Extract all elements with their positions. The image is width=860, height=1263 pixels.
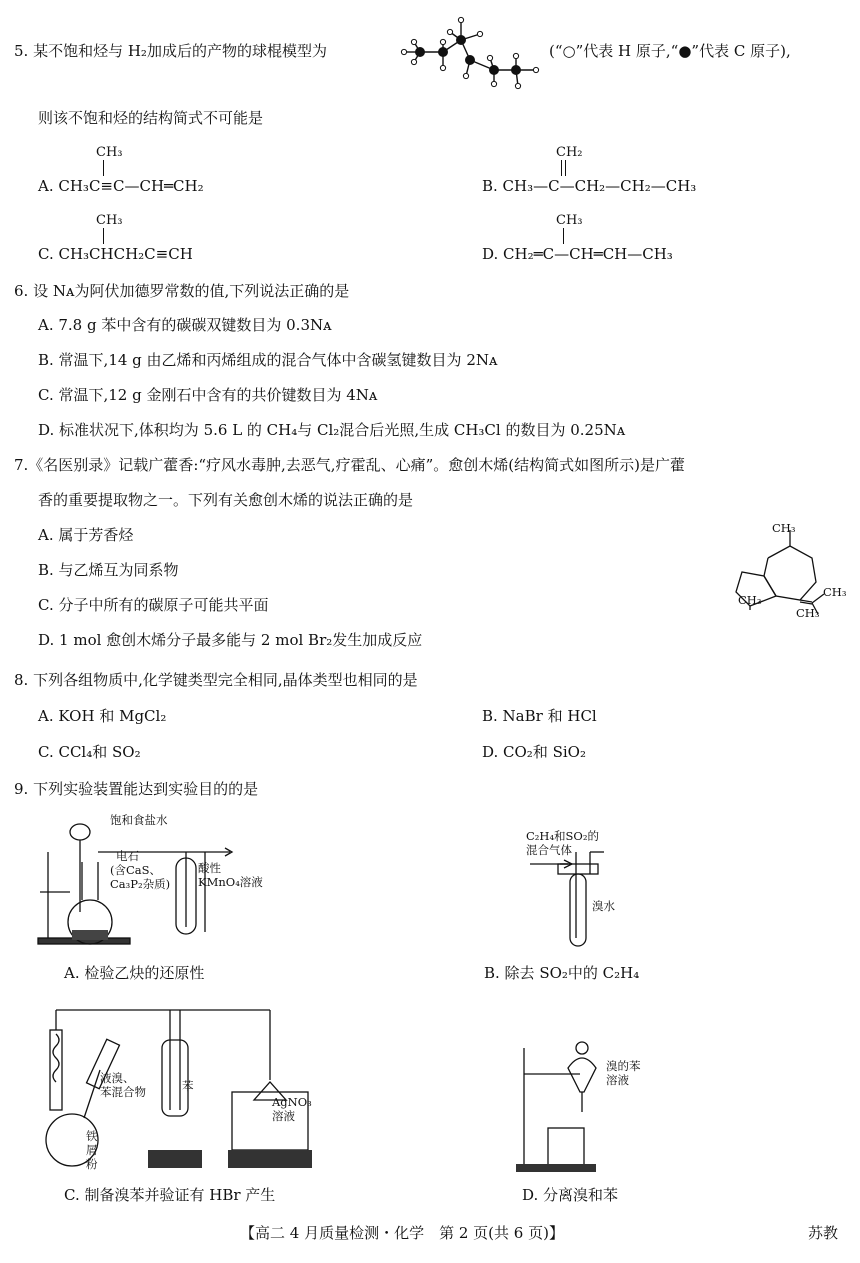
q9b-caption: B. 除去 SO₂中的 C₂H₄ [484, 964, 640, 982]
q6-stem: 6. 设 Nᴀ为阿伏加德罗常数的值,下列说法正确的是 [14, 282, 350, 300]
q9b-label-gas1: C₂H₄和SO₂的 [526, 829, 599, 843]
q9d-caption: D. 分离溴和苯 [522, 1186, 619, 1204]
q6-option-b: B. 常温下,14 g 由乙烯和丙烯组成的混合气体中含碳氢键数目为 2Nᴀ [38, 351, 498, 369]
ball-stick-model [398, 12, 548, 92]
q6-option-c: C. 常温下,12 g 金刚石中含有的共价键数目为 4Nᴀ [38, 386, 378, 404]
q9c-caption: C. 制备溴苯并验证有 HBr 产生 [64, 1186, 276, 1204]
q9a-label-brine: 饱和食盐水 [110, 813, 168, 827]
q5-c-sub: CH₃ [96, 213, 123, 228]
q7-struct-ch3-top: CH₃ [772, 521, 796, 535]
q7-stem-2: 香的重要提取物之一。下列有关愈创木烯的说法正确的是 [38, 491, 414, 509]
q9c-label-solution: 溶液 [272, 1109, 295, 1123]
q5-c-bond [103, 228, 104, 244]
q7-stem-1: 7.《名医别录》记载广藿香:“疗风水毒肿,去恶气,疗霍乱、心痛”。愈创木烯(结构简式如图所示)是广藿 [14, 456, 685, 474]
q5-stem: 5. 某不饱和烃与 H₂加成后的产物的球棍模型为 [14, 42, 327, 60]
q7-option-b: B. 与乙烯互为同系物 [38, 561, 179, 579]
q5-line2: 则该不饱和烃的结构简式不可能是 [38, 109, 264, 127]
q5-stem-cont: (“○”代表 H 原子,“●”代表 C 原子), [549, 42, 791, 60]
q5-d-bond [563, 228, 564, 244]
q5-option-b: B. CH₃—C—CH₂—CH₂—CH₃ [482, 177, 697, 195]
q7-option-c: C. 分子中所有的碳原子可能共平面 [38, 596, 269, 614]
q9c-label-mixture: 苯混合物 [100, 1085, 146, 1099]
q5-b-bond [561, 160, 562, 176]
q7-option-d: D. 1 mol 愈创木烯分子最多能与 2 mol Br₂发生加成反应 [38, 631, 423, 649]
q7-struct-ch3-right2: CH₃ [796, 606, 820, 620]
q9a-label-impurity1: (含CaS、 [110, 863, 162, 877]
q8-option-c: C. CCl₄和 SO₂ [38, 743, 141, 761]
q9c-label-benzene: 苯 [182, 1079, 194, 1093]
q5-b-sub: CH₂ [556, 145, 583, 160]
q9a-label-acidic: 酸性 [198, 861, 221, 875]
q9c-label-iron2: 屑 [86, 1143, 98, 1157]
q6-option-a: A. 7.8 g 苯中含有的碳碳双键数目为 0.3Nᴀ [38, 316, 332, 334]
q8-option-d: D. CO₂和 SiO₂ [482, 743, 586, 761]
q9a-label-kmno4: KMnO₄溶液 [198, 875, 263, 889]
q6-option-d: D. 标准状况下,体积均为 5.6 L 的 CH₄与 Cl₂混合后光照,生成 CH₃Cl 的数目为 0.25Nᴀ [38, 421, 626, 439]
q7-option-a: A. 属于芳香烃 [38, 526, 134, 544]
q7-struct-ch3-left: CH₃ [738, 593, 762, 607]
q5-option-d: D. CH₂═C—CH═CH—CH₃ [482, 245, 673, 263]
q8-stem: 8. 下列各组物质中,化学键类型完全相同,晶体类型也相同的是 [14, 671, 418, 689]
q9d-label-solution: 溶液 [606, 1073, 629, 1087]
q9a-label-carbide: 电石 [116, 849, 139, 863]
q5-a-bond [103, 160, 104, 176]
q5-d-sub: CH₃ [556, 213, 583, 228]
q9a-label-impurity2: Ca₃P₂杂质) [110, 877, 171, 891]
q9-stem: 9. 下列实验装置能达到实验目的的是 [14, 780, 259, 798]
q9b-label-gas2: 混合气体 [526, 843, 572, 857]
q8-option-b: B. NaBr 和 HCl [482, 707, 597, 725]
q7-struct-ch3-right1: CH₃ [823, 585, 847, 599]
q5-a-sub: CH₃ [96, 145, 123, 160]
q9d-label-bromine: 溴的苯 [606, 1059, 641, 1073]
q5-option-c: C. CH₃CHCH₂C≡CH [38, 245, 193, 263]
q9c-label-iron1: 铁 [86, 1129, 98, 1143]
q9a-caption: A. 检验乙炔的还原性 [64, 964, 205, 982]
q8-option-a: A. KOH 和 MgCl₂ [38, 707, 167, 725]
q9c-label-agno3: AgNO₃ [272, 1095, 312, 1109]
q9b-label-brine: 溴水 [592, 899, 615, 913]
footer-edition: 苏教 [808, 1224, 839, 1242]
q9c-label-bromine: 液溴、 [100, 1071, 135, 1085]
q5-b-bond2 [565, 160, 566, 176]
page-footer: 【高二 4 月质量检测・化学 第 2 页(共 6 页)】 [240, 1224, 564, 1242]
q5-option-a: A. CH₃C≡C—CH═CH₂ [38, 177, 204, 195]
q9c-label-iron3: 粉 [86, 1157, 98, 1171]
